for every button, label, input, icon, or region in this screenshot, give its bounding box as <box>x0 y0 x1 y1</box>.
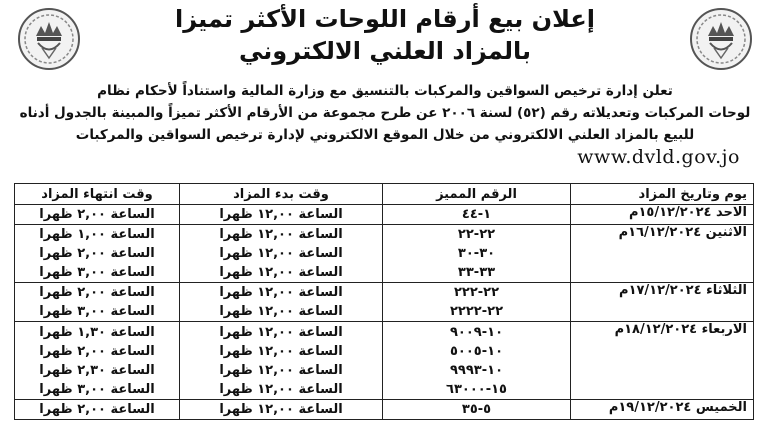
paragraph-line: للبيع بالمزاد العلني الالكتروني من خلال الموقع الالكتروني لإدارة ترخيص السواقين والمركبات <box>75 127 695 143</box>
auction-schedule-table <box>14 183 754 420</box>
cell-number: ٣٣-٣٣ <box>383 263 571 283</box>
cell-end: الساعة ١,٣٠ ظهرا <box>15 322 180 342</box>
cell-start: الساعة ١٢,٠٠ ظهرا <box>180 322 383 342</box>
announcement-paragraph <box>18 80 752 146</box>
cell-start: الساعة ١٢,٠٠ ظهرا <box>180 205 383 225</box>
cell-number: ٥-٣٥ <box>383 399 571 419</box>
table-row <box>15 302 754 322</box>
cell-day <box>571 244 754 263</box>
table-row <box>15 205 754 225</box>
header-end-time: وقت انتهاء المزاد <box>15 184 180 205</box>
cell-day <box>571 342 754 361</box>
cell-number: ٢٢-٢٢٢٢ <box>383 302 571 322</box>
cell-end: الساعة ١,٠٠ ظهرا <box>15 225 180 245</box>
table-row <box>15 225 754 245</box>
cell-number: ١٥-٦٣٠٠٠ <box>383 380 571 400</box>
table-row <box>15 380 754 400</box>
cell-day <box>571 361 754 380</box>
cell-day <box>571 263 754 283</box>
header-auction-day: يوم وتاريخ المزاد <box>571 184 754 205</box>
cell-day: الثلاثاء ١٧/١٢/٢٠٢٤م <box>571 283 754 303</box>
cell-start: الساعة ١٢,٠٠ ظهرا <box>180 380 383 400</box>
cell-number: ١٠-٩٠٠٩ <box>383 322 571 342</box>
paragraph-line: تعلن إدارة ترخيص السواقين والمركبات بالتنسيق مع وزارة المالية واستناداً لأحكام نظام <box>97 83 673 99</box>
cell-number: ٢٢-٢٢ <box>383 225 571 245</box>
cell-start: الساعة ١٢,٠٠ ظهرا <box>180 361 383 380</box>
paragraph-line: لوحات المركبات وتعديلاته رقم (٥٢) لسنة ٢٠٠٦ عن طرح مجموعة من الأرقام الأكثر تميزاً والمبينة بالجدول أدناه <box>19 105 751 121</box>
table-row <box>15 361 754 380</box>
cell-day: الخميس ١٩/١٢/٢٠٢٤م <box>571 399 754 419</box>
table-row <box>15 342 754 361</box>
cell-day <box>571 380 754 400</box>
cell-start: الساعة ١٢,٠٠ ظهرا <box>180 302 383 322</box>
cell-end: الساعة ٢,٠٠ ظهرا <box>15 399 180 419</box>
cell-number: ١٠-٥٠٠٥ <box>383 342 571 361</box>
cell-end: الساعة ٣,٠٠ ظهرا <box>15 263 180 283</box>
website-link[interactable]: www.dvld.gov.jo <box>577 146 740 168</box>
table-row <box>15 399 754 419</box>
cell-number: ٢٢-٢٢٢ <box>383 283 571 303</box>
cell-end: الساعة ٢,٠٠ ظهرا <box>15 283 180 303</box>
cell-number: ٣٠-٣٠ <box>383 244 571 263</box>
cell-start: الساعة ١٢,٠٠ ظهرا <box>180 263 383 283</box>
page-subtitle: بالمزاد العلني الالكتروني <box>239 37 531 65</box>
cell-start: الساعة ١٢,٠٠ ظهرا <box>180 399 383 419</box>
cell-start: الساعة ١٢,٠٠ ظهرا <box>180 244 383 263</box>
table-row <box>15 283 754 303</box>
cell-day: الاربعاء ١٨/١٢/٢٠٢٤م <box>571 322 754 342</box>
cell-end: الساعة ٢,٠٠ ظهرا <box>15 205 180 225</box>
header-start-time: وقت بدء المزاد <box>180 184 383 205</box>
cell-day: الاثنين ١٦/١٢/٢٠٢٤م <box>571 225 754 245</box>
cell-day: الاحد ١٥/١٢/٢٠٢٤م <box>571 205 754 225</box>
cell-end: الساعة ٣,٠٠ ظهرا <box>15 302 180 322</box>
cell-number: ١٠-٩٩٩٣ <box>383 361 571 380</box>
table-row <box>15 244 754 263</box>
crown-emblem-icon <box>688 6 754 72</box>
table-row <box>15 322 754 342</box>
cell-start: الساعة ١٢,٠٠ ظهرا <box>180 342 383 361</box>
table-header-row <box>15 184 754 205</box>
crown-emblem-icon <box>16 6 82 72</box>
page-title: إعلان بيع أرقام اللوحات الأكثر تميزا <box>174 5 595 33</box>
cell-end: الساعة ٢,٣٠ ظهرا <box>15 361 180 380</box>
header-plate-number: الرقم المميز <box>383 184 571 205</box>
cell-end: الساعة ٣,٠٠ ظهرا <box>15 380 180 400</box>
cell-number: ١-٤٤ <box>383 205 571 225</box>
cell-day <box>571 302 754 322</box>
cell-start: الساعة ١٢,٠٠ ظهرا <box>180 283 383 303</box>
cell-end: الساعة ٢,٠٠ ظهرا <box>15 244 180 263</box>
cell-start: الساعة ١٢,٠٠ ظهرا <box>180 225 383 245</box>
table-row <box>15 263 754 283</box>
cell-end: الساعة ٢,٠٠ ظهرا <box>15 342 180 361</box>
